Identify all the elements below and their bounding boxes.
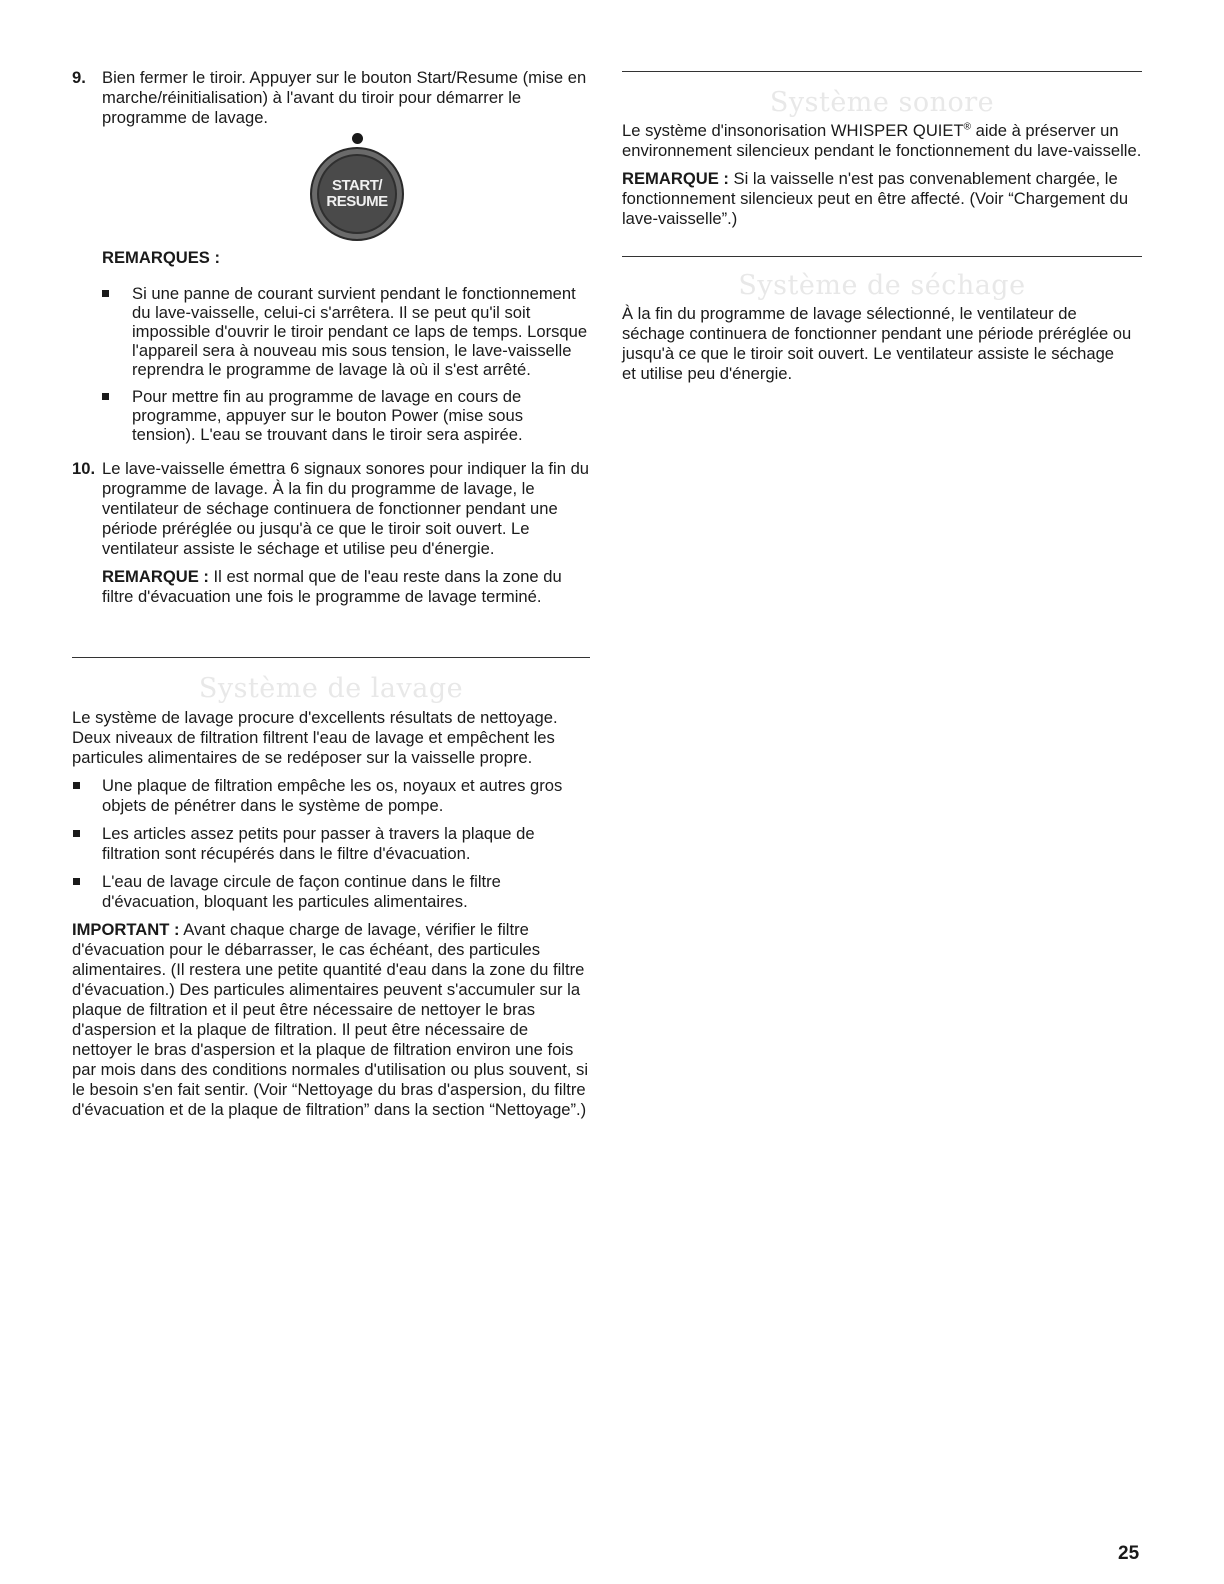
list-item [102, 387, 590, 444]
list-item-text: Pour mettre fin au programme de lavage en cours de programme, appuyer sur le bouton Power (mise sous tension). L'eau se trouvant dans le tiroir sera aspirée. [132, 387, 524, 444]
important-text: Avant chaque charge de lavage, vérifier le filtre d'évacuation pour le débarrasser, le cas échéant, des particules alimentaires. (Il restera une petite quantité d'eau dans la zone du filtre d'évacuation.) Des particules alimentaires peuvent s'accumuler sur la plaque de filtration et il peut être nécessaire de nettoyer le bras d'aspersion et la plaque de filtration. Il peut être nécessaire de nettoyer le bras d'aspersion et la plaque de filtration environ une fois par mois dans des conditions normales d'utilisation ou plus souvent, si le besoin s'en fait sentir. (Voir “Nettoyage du bras d'aspersion, du filtre d'évacuation et de la plaque de filtration” dans la section “Nettoyage”.) [72, 920, 589, 1119]
sonore-text [622, 121, 1144, 161]
bullet-icon [102, 290, 109, 297]
sechage-section [622, 304, 1132, 384]
section-title-sechage: Système de séchage [738, 270, 1026, 301]
list-item [72, 824, 590, 864]
step-text: Bien fermer le tiroir. Appuyer sur le bouton Start/Resume (mise en marche/réinitialisation) à l'avant du tiroir pour démarrer le programme de lavage. [102, 68, 587, 127]
note-label: REMARQUE : [622, 169, 729, 188]
step-number: 10. [72, 459, 96, 478]
important-label: IMPORTANT : [72, 920, 180, 939]
start-resume-illustration [310, 133, 406, 243]
section-divider [622, 256, 1142, 257]
indicator-light-icon [352, 133, 363, 144]
sonore-note [622, 169, 1144, 229]
list-item [72, 776, 590, 816]
remarques-heading: REMARQUES : [102, 248, 221, 267]
sechage-text: À la fin du programme de lavage sélectionné, le ventilateur de séchage continuera de fonctionner pendant une période préréglée ou jusqu'à ce que le tiroir soit ouvert. Le ventilateur assiste le séchage et utilise peu d'énergie. [622, 304, 1132, 383]
step-9 [72, 68, 590, 128]
start-resume-button-icon [310, 147, 404, 241]
note-text: Si la vaisselle n'est pas convenablement chargée, le fonctionnement silencieux peut en être affecté. (Voir “Chargement du lave-vaisselle”.) [622, 169, 1129, 228]
list-item [72, 872, 590, 912]
sonore-text-end: aide à préserver un environnement silencieux pendant le fonctionnement du lave-vaisselle. [622, 121, 1142, 160]
step-text: Le lave-vaisselle émettra 6 signaux sonores pour indiquer la fin du programme de lavage. À la fin du programme de lavage, le ventilateur de séchage continuera de fonctionner pendant une période préréglée ou jusqu'à ce que le tiroir soit ouvert. Le ventilateur assiste le séchage et utilise peu d'énergie. [102, 459, 590, 558]
section-divider [72, 657, 590, 658]
step-10 [72, 459, 590, 607]
bullet-icon [73, 878, 80, 885]
step-number: 9. [72, 68, 86, 87]
important-paragraph [72, 920, 590, 1120]
list-item-text: L'eau de lavage circule de façon continue dans le filtre d'évacuation, bloquant les particules alimentaires. [102, 872, 501, 911]
bullet-icon [73, 830, 80, 837]
button-label: START/ RESUME [326, 177, 388, 210]
page-number: 25 [1118, 1543, 1140, 1564]
bullet-icon [102, 393, 109, 400]
sonore-section [622, 121, 1144, 229]
list-item-text: Les articles assez petits pour passer à travers la plaque de filtration sont récupérés dans le filtre d'évacuation. [102, 824, 535, 863]
note-label: REMARQUE : [102, 567, 209, 586]
bullet-icon [73, 782, 80, 789]
step-note [102, 567, 590, 607]
list-item [102, 284, 590, 379]
lavage-intro: Le système de lavage procure d'excellents résultats de nettoyage. Deux niveaux de filtration filtrent l'eau de lavage et empêchent les particules alimentaires de se redéposer sur la vaisselle propre. [72, 708, 558, 767]
trademark-symbol: ® [963, 121, 971, 133]
section-title-lavage: Système de lavage [198, 673, 464, 704]
section-title-sonore: Système sonore [769, 87, 995, 118]
lavage-section [72, 708, 590, 1120]
sonore-text-start: Le système d'insonorisation WHISPER QUIET [622, 121, 964, 140]
note-text: Il est normal que de l'eau reste dans la zone du filtre d'évacuation une fois le programme de lavage terminé. [102, 567, 562, 606]
remarques-block [72, 248, 590, 444]
section-divider [622, 71, 1142, 72]
list-item-text: Une plaque de filtration empêche les os, noyaux et autres gros objets de pénétrer dans le système de pompe. [102, 776, 563, 815]
list-item-text: Si une panne de courant survient pendant le fonctionnement du lave-vaisselle, celui-ci s'arrêtera. Il se peut qu'il soit impossible d'ouvrir le tiroir pendant ce laps de temps. Lorsque l'appareil sera à nouveau mis sous tension, le lave-vaisselle reprendra le programme de lavage là où il s'est arrêté. [132, 284, 588, 379]
